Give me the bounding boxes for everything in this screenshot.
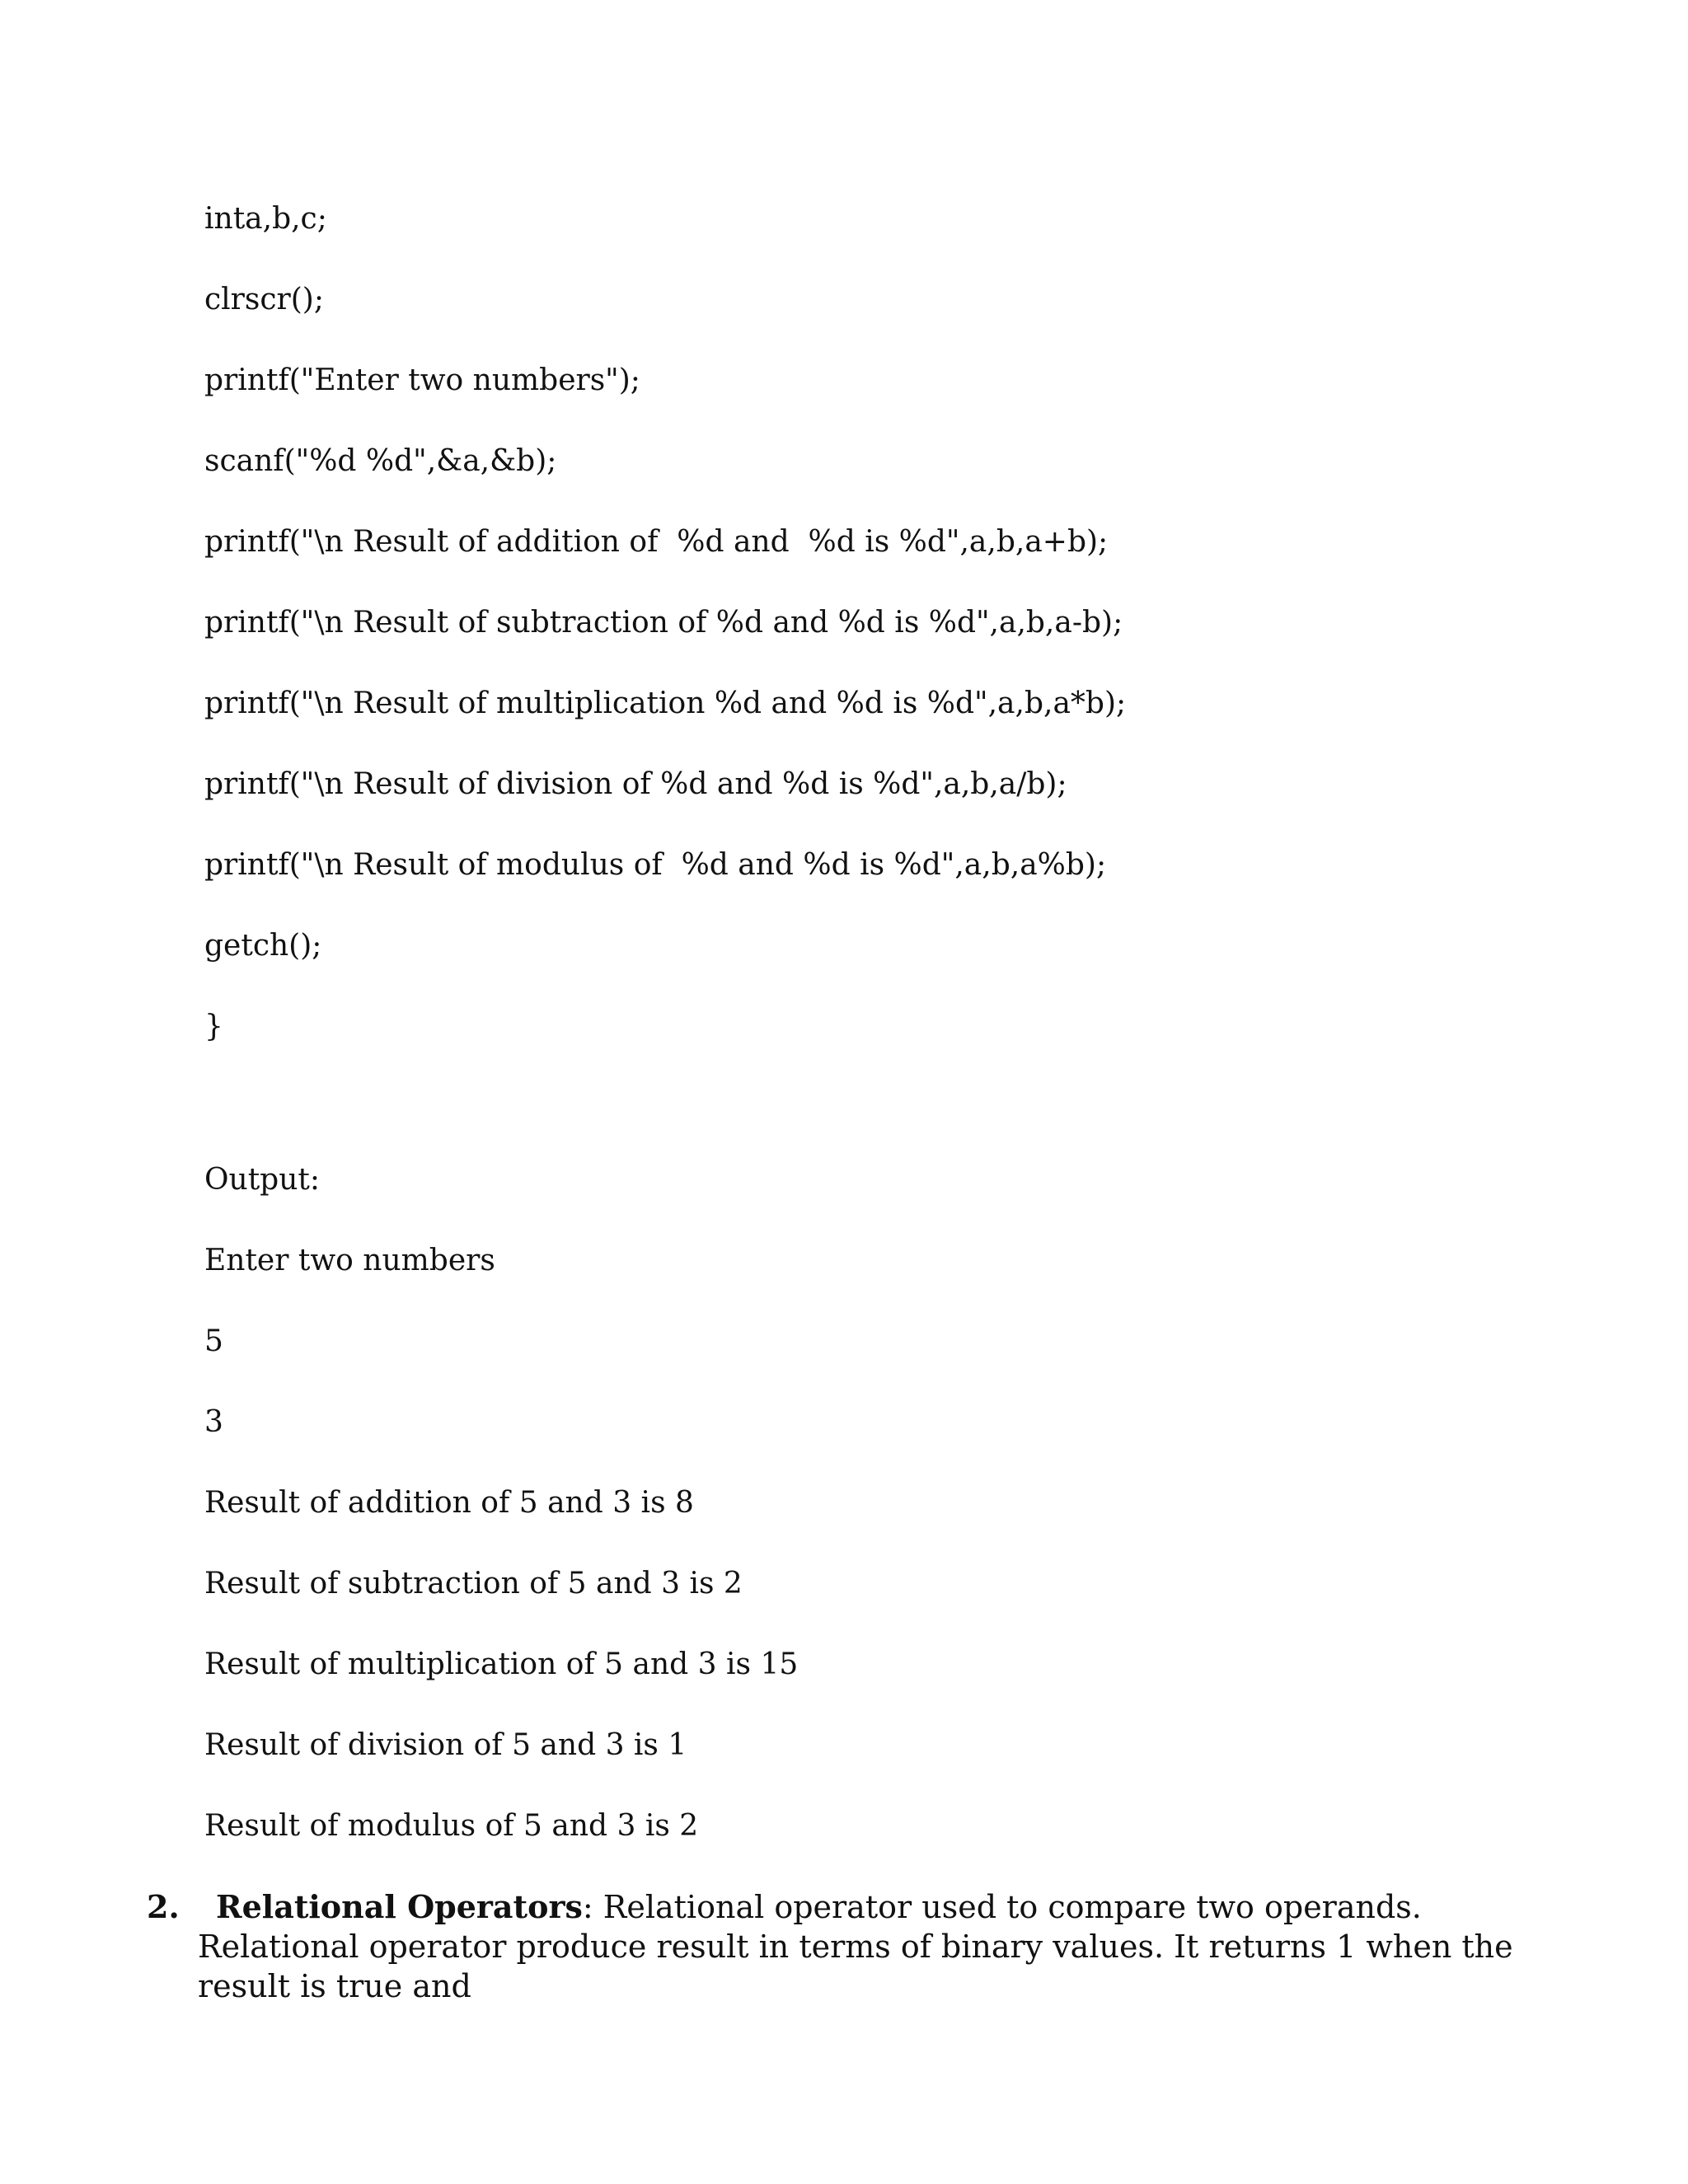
output-line: 3 — [204, 1405, 223, 1439]
section-paragraph — [198, 1887, 1548, 2006]
output-line: Result of multiplication of 5 and 3 is 15 — [204, 1647, 799, 1681]
output-line: 5 — [204, 1324, 223, 1358]
output-line: Result of modulus of 5 and 3 is 2 — [204, 1809, 699, 1843]
code-line: scanf("%d %d",&a,&b); — [204, 444, 557, 478]
code-line: printf("\n Result of subtraction of %d and %d is %d",a,b,a-b); — [204, 606, 1123, 640]
code-line: } — [204, 1010, 223, 1043]
code-line: inta,b,c; — [204, 202, 327, 236]
code-line: clrscr(); — [204, 283, 324, 316]
section-text: : Relational operator used to compare two operands. Relational operator produce result in terms of binary values. It returns 1 when the result is true and — [198, 1889, 1513, 2004]
code-line: printf("\n Result of multiplication %d and %d is %d",a,b,a*b); — [204, 687, 1127, 720]
section-term: Relational Operators — [216, 1888, 583, 1925]
code-line: printf("\n Result of addition of %d and %d is %d",a,b,a+b); — [204, 525, 1109, 559]
section-number: 2. — [147, 1888, 180, 1925]
code-line: printf("Enter two numbers"); — [204, 363, 640, 397]
relational-operators-section — [147, 1887, 1548, 2006]
code-line: getch(); — [204, 929, 322, 963]
output-line: Result of subtraction of 5 and 3 is 2 — [204, 1567, 743, 1601]
output-line: Result of addition of 5 and 3 is 8 — [204, 1486, 694, 1520]
output-heading: Output: — [204, 1163, 320, 1197]
code-line: printf("\n Result of division of %d and %d is %d",a,b,a/b); — [204, 767, 1067, 801]
code-line: printf("\n Result of modulus of %d and %d is %d",a,b,a%b); — [204, 848, 1107, 882]
output-line: Enter two numbers — [204, 1244, 495, 1277]
output-line: Result of division of 5 and 3 is 1 — [204, 1728, 687, 1762]
